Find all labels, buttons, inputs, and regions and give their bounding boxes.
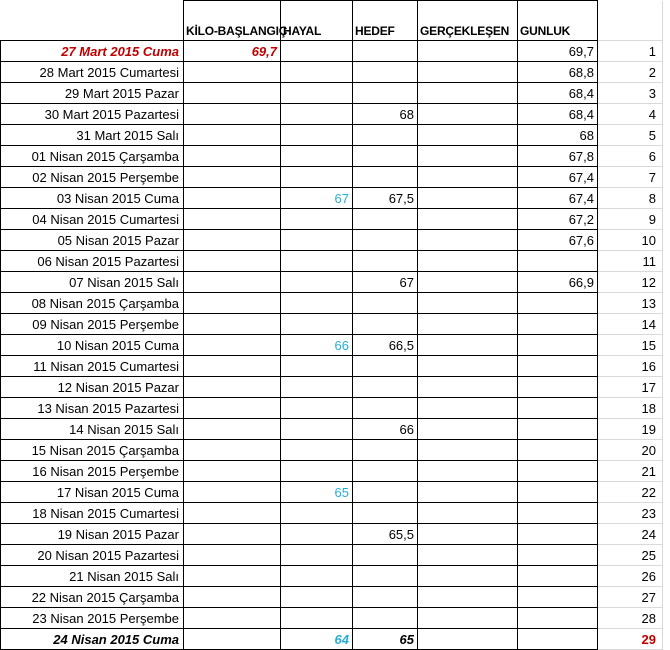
cell-gerceklesen[interactable]: [418, 272, 518, 293]
table-row: [1, 41, 670, 62]
cell-gerceklesen[interactable]: [418, 293, 518, 314]
cell-hayal[interactable]: [281, 272, 353, 293]
row-number-cell[interactable]: 29: [598, 629, 663, 650]
row-number-cell[interactable]: 2: [598, 62, 663, 83]
cell-kilo-baslangic[interactable]: [184, 566, 281, 587]
cell-gunluk[interactable]: [518, 293, 598, 314]
row-spacer: [663, 335, 670, 356]
cell-hayal[interactable]: [281, 356, 353, 377]
row-spacer: [663, 440, 670, 461]
cell-gerceklesen[interactable]: [418, 629, 518, 650]
cell-gerceklesen[interactable]: [418, 41, 518, 62]
cell-gunluk[interactable]: 68,4: [518, 83, 598, 104]
cell-date[interactable]: 15 Nisan 2015 Çarşamba: [1, 440, 184, 461]
table-row: [1, 356, 670, 377]
row-number-cell[interactable]: 15: [598, 335, 663, 356]
cell-date[interactable]: 28 Mart 2015 Cumartesi: [1, 62, 184, 83]
cell-kilo-baslangic[interactable]: [184, 230, 281, 251]
cell-gerceklesen[interactable]: [418, 524, 518, 545]
cell-hedef[interactable]: 67: [353, 272, 418, 293]
cell-gunluk[interactable]: 68: [518, 125, 598, 146]
cell-hedef[interactable]: 67,5: [353, 188, 418, 209]
header-hayal[interactable]: HAYAL: [281, 1, 353, 41]
table-row: [1, 377, 670, 398]
row-spacer: [663, 524, 670, 545]
cell-gunluk[interactable]: [518, 440, 598, 461]
table-row: [1, 461, 670, 482]
header-gerceklesen[interactable]: GERÇEKLEŞEN: [418, 1, 518, 41]
cell-gerceklesen[interactable]: [418, 440, 518, 461]
cell-hayal[interactable]: [281, 146, 353, 167]
cell-kilo-baslangic[interactable]: [184, 209, 281, 230]
cell-kilo-baslangic[interactable]: [184, 419, 281, 440]
cell-gerceklesen[interactable]: [418, 545, 518, 566]
table-row: [1, 566, 670, 587]
row-number-cell[interactable]: 9: [598, 209, 663, 230]
row-spacer: [663, 62, 670, 83]
cell-gunluk[interactable]: 68,8: [518, 62, 598, 83]
header-spacer: [663, 1, 670, 41]
cell-date[interactable]: 24 Nisan 2015 Cuma: [1, 629, 184, 650]
cell-gunluk[interactable]: [518, 314, 598, 335]
row-spacer: [663, 83, 670, 104]
cell-date[interactable]: 02 Nisan 2015 Perşembe: [1, 167, 184, 188]
cell-kilo-baslangic[interactable]: [184, 482, 281, 503]
table-row: [1, 209, 670, 230]
cell-hayal[interactable]: [281, 41, 353, 62]
cell-date[interactable]: 22 Nisan 2015 Çarşamba: [1, 587, 184, 608]
cell-gerceklesen[interactable]: [418, 104, 518, 125]
row-number-cell[interactable]: 20: [598, 440, 663, 461]
cell-hedef[interactable]: [353, 356, 418, 377]
row-spacer: [663, 482, 670, 503]
cell-gunluk[interactable]: [518, 566, 598, 587]
cell-gunluk[interactable]: [518, 608, 598, 629]
cell-kilo-baslangic[interactable]: [184, 251, 281, 272]
cell-hayal[interactable]: [281, 419, 353, 440]
cell-date[interactable]: 08 Nisan 2015 Çarşamba: [1, 293, 184, 314]
cell-hayal[interactable]: [281, 608, 353, 629]
cell-gunluk[interactable]: [518, 545, 598, 566]
row-number-cell[interactable]: 28: [598, 608, 663, 629]
cell-gerceklesen[interactable]: [418, 608, 518, 629]
cell-kilo-baslangic[interactable]: [184, 125, 281, 146]
cell-gerceklesen[interactable]: [418, 83, 518, 104]
cell-gerceklesen[interactable]: [418, 566, 518, 587]
cell-gerceklesen[interactable]: [418, 377, 518, 398]
table-row: [1, 398, 670, 419]
row-number-cell[interactable]: 19: [598, 419, 663, 440]
row-number-cell[interactable]: 22: [598, 482, 663, 503]
cell-kilo-baslangic[interactable]: [184, 608, 281, 629]
table-row: [1, 587, 670, 608]
cell-hedef[interactable]: [353, 566, 418, 587]
cell-gerceklesen[interactable]: [418, 335, 518, 356]
cell-date[interactable]: 11 Nisan 2015 Cumartesi: [1, 356, 184, 377]
cell-kilo-baslangic[interactable]: [184, 188, 281, 209]
cell-kilo-baslangic[interactable]: [184, 398, 281, 419]
table-row: [1, 125, 670, 146]
cell-gerceklesen[interactable]: [418, 419, 518, 440]
row-spacer: [663, 209, 670, 230]
cell-hedef[interactable]: [353, 146, 418, 167]
row-number-cell[interactable]: 16: [598, 356, 663, 377]
cell-gerceklesen[interactable]: [418, 167, 518, 188]
row-spacer: [663, 398, 670, 419]
row-number-cell[interactable]: 23: [598, 503, 663, 524]
cell-hedef[interactable]: [353, 167, 418, 188]
table-body: [1, 1, 670, 650]
cell-hedef[interactable]: [353, 377, 418, 398]
cell-gerceklesen[interactable]: [418, 398, 518, 419]
cell-kilo-baslangic[interactable]: [184, 62, 281, 83]
row-number-cell[interactable]: 26: [598, 566, 663, 587]
cell-gerceklesen[interactable]: [418, 125, 518, 146]
cell-kilo-baslangic[interactable]: 69,7: [184, 41, 281, 62]
cell-date[interactable]: 20 Nisan 2015 Pazartesi: [1, 545, 184, 566]
cell-hayal[interactable]: 67: [281, 188, 353, 209]
cell-date[interactable]: 03 Nisan 2015 Cuma: [1, 188, 184, 209]
cell-gunluk[interactable]: 67,4: [518, 167, 598, 188]
cell-date[interactable]: 29 Mart 2015 Pazar: [1, 83, 184, 104]
table-row: [1, 482, 670, 503]
cell-hedef[interactable]: 65: [353, 629, 418, 650]
cell-hayal[interactable]: [281, 461, 353, 482]
row-number-cell[interactable]: 10: [598, 230, 663, 251]
cell-date[interactable]: 06 Nisan 2015 Pazartesi: [1, 251, 184, 272]
table-row: [1, 293, 670, 314]
cell-hedef[interactable]: [353, 314, 418, 335]
row-number-cell[interactable]: 8: [598, 188, 663, 209]
header-hedef[interactable]: HEDEF: [353, 1, 418, 41]
cell-date[interactable]: 13 Nisan 2015 Pazartesi: [1, 398, 184, 419]
row-spacer: [663, 461, 670, 482]
cell-hayal[interactable]: [281, 503, 353, 524]
row-spacer: [663, 503, 670, 524]
cell-date[interactable]: 21 Nisan 2015 Salı: [1, 566, 184, 587]
cell-kilo-baslangic[interactable]: [184, 83, 281, 104]
row-number-cell[interactable]: 7: [598, 167, 663, 188]
row-spacer: [663, 272, 670, 293]
row-number-cell[interactable]: 11: [598, 251, 663, 272]
header-kilo-baslangic[interactable]: KİLO-BAŞLANGIÇ: [184, 1, 281, 41]
table-row: [1, 62, 670, 83]
table-row: [1, 272, 670, 293]
cell-gerceklesen[interactable]: [418, 230, 518, 251]
row-spacer: [663, 104, 670, 125]
cell-gerceklesen[interactable]: [418, 503, 518, 524]
row-number-cell[interactable]: 14: [598, 314, 663, 335]
row-spacer: [663, 356, 670, 377]
cell-hayal[interactable]: [281, 83, 353, 104]
table-row: [1, 545, 670, 566]
cell-hayal[interactable]: [281, 524, 353, 545]
cell-kilo-baslangic[interactable]: [184, 587, 281, 608]
table-row: [1, 230, 670, 251]
cell-date[interactable]: 04 Nisan 2015 Cumartesi: [1, 209, 184, 230]
cell-kilo-baslangic[interactable]: [184, 524, 281, 545]
row-spacer: [663, 587, 670, 608]
cell-gunluk[interactable]: [518, 629, 598, 650]
table-row: [1, 503, 670, 524]
row-spacer: [663, 629, 670, 650]
cell-hedef[interactable]: [353, 608, 418, 629]
row-number-cell[interactable]: 25: [598, 545, 663, 566]
cell-hedef[interactable]: 65,5: [353, 524, 418, 545]
cell-hayal[interactable]: [281, 293, 353, 314]
cell-kilo-baslangic[interactable]: [184, 461, 281, 482]
cell-hayal[interactable]: 65: [281, 482, 353, 503]
row-spacer: [663, 146, 670, 167]
cell-hayal[interactable]: 64: [281, 629, 353, 650]
cell-date[interactable]: 19 Nisan 2015 Pazar: [1, 524, 184, 545]
cell-kilo-baslangic[interactable]: [184, 545, 281, 566]
table-row: [1, 188, 670, 209]
row-spacer: [663, 608, 670, 629]
row-number-cell[interactable]: 27: [598, 587, 663, 608]
cell-kilo-baslangic[interactable]: [184, 293, 281, 314]
cell-hayal[interactable]: [281, 125, 353, 146]
row-number-cell[interactable]: 17: [598, 377, 663, 398]
cell-gerceklesen[interactable]: [418, 461, 518, 482]
cell-kilo-baslangic[interactable]: [184, 104, 281, 125]
row-number-cell[interactable]: 5: [598, 125, 663, 146]
cell-hedef[interactable]: [353, 230, 418, 251]
cell-hedef[interactable]: 66: [353, 419, 418, 440]
cell-gerceklesen[interactable]: [418, 62, 518, 83]
cell-gunluk[interactable]: 67,2: [518, 209, 598, 230]
cell-date[interactable]: 07 Nisan 2015 Salı: [1, 272, 184, 293]
cell-hayal[interactable]: [281, 230, 353, 251]
cell-kilo-baslangic[interactable]: [184, 272, 281, 293]
cell-hayal[interactable]: [281, 314, 353, 335]
table-row: [1, 629, 670, 650]
cell-hayal[interactable]: [281, 104, 353, 125]
cell-hedef[interactable]: [353, 482, 418, 503]
cell-gunluk[interactable]: [518, 587, 598, 608]
cell-date[interactable]: 23 Nisan 2015 Perşembe: [1, 608, 184, 629]
row-spacer: [663, 566, 670, 587]
cell-kilo-baslangic[interactable]: [184, 314, 281, 335]
row-spacer: [663, 167, 670, 188]
cell-gerceklesen[interactable]: [418, 188, 518, 209]
cell-gerceklesen[interactable]: [418, 482, 518, 503]
table-row: [1, 104, 670, 125]
cell-hayal[interactable]: [281, 545, 353, 566]
cell-hayal[interactable]: [281, 377, 353, 398]
cell-hayal[interactable]: [281, 167, 353, 188]
table-row: [1, 335, 670, 356]
row-number-cell[interactable]: 13: [598, 293, 663, 314]
cell-date[interactable]: 05 Nisan 2015 Pazar: [1, 230, 184, 251]
table-row: [1, 314, 670, 335]
cell-gunluk[interactable]: 66,9: [518, 272, 598, 293]
cell-hedef[interactable]: [353, 293, 418, 314]
cell-hedef[interactable]: [353, 587, 418, 608]
cell-date[interactable]: 17 Nisan 2015 Cuma: [1, 482, 184, 503]
table-row: [1, 167, 670, 188]
cell-gerceklesen[interactable]: [418, 146, 518, 167]
row-number-cell[interactable]: 24: [598, 524, 663, 545]
row-spacer: [663, 230, 670, 251]
cell-kilo-baslangic[interactable]: [184, 629, 281, 650]
row-spacer: [663, 251, 670, 272]
cell-hedef[interactable]: [353, 62, 418, 83]
cell-gunluk[interactable]: 69,7: [518, 41, 598, 62]
cell-date[interactable]: 27 Mart 2015 Cuma: [1, 41, 184, 62]
cell-date[interactable]: 18 Nisan 2015 Cumartesi: [1, 503, 184, 524]
cell-gunluk[interactable]: [518, 461, 598, 482]
row-spacer: [663, 377, 670, 398]
cell-gunluk[interactable]: 68,4: [518, 104, 598, 125]
row-spacer: [663, 419, 670, 440]
row-spacer: [663, 41, 670, 62]
row-spacer: [663, 293, 670, 314]
row-number-cell[interactable]: 21: [598, 461, 663, 482]
cell-gunluk[interactable]: [518, 482, 598, 503]
cell-hayal[interactable]: [281, 398, 353, 419]
cell-kilo-baslangic[interactable]: [184, 167, 281, 188]
cell-date[interactable]: 01 Nisan 2015 Çarşamba: [1, 146, 184, 167]
row-spacer: [663, 314, 670, 335]
row-spacer: [663, 545, 670, 566]
cell-hayal[interactable]: [281, 587, 353, 608]
cell-hayal[interactable]: 66: [281, 335, 353, 356]
row-spacer: [663, 125, 670, 146]
cell-kilo-baslangic[interactable]: [184, 377, 281, 398]
cell-hedef[interactable]: [353, 503, 418, 524]
cell-hayal[interactable]: [281, 251, 353, 272]
cell-hedef[interactable]: [353, 251, 418, 272]
cell-hedef[interactable]: [353, 209, 418, 230]
table-row: [1, 419, 670, 440]
table-row: [1, 440, 670, 461]
header-date[interactable]: [1, 1, 184, 41]
cell-gerceklesen[interactable]: [418, 356, 518, 377]
cell-gerceklesen[interactable]: [418, 587, 518, 608]
cell-kilo-baslangic[interactable]: [184, 356, 281, 377]
cell-date[interactable]: 16 Nisan 2015 Perşembe: [1, 461, 184, 482]
cell-gunluk[interactable]: [518, 377, 598, 398]
row-spacer: [663, 188, 670, 209]
cell-hayal[interactable]: [281, 62, 353, 83]
cell-gunluk[interactable]: [518, 503, 598, 524]
table-row: [1, 83, 670, 104]
cell-gunluk[interactable]: 67,6: [518, 230, 598, 251]
table-row: [1, 251, 670, 272]
table-row: [1, 524, 670, 545]
cell-hedef[interactable]: 68: [353, 104, 418, 125]
cell-hedef[interactable]: [353, 440, 418, 461]
cell-gunluk[interactable]: [518, 251, 598, 272]
header-row-number[interactable]: [598, 1, 663, 41]
cell-date[interactable]: 10 Nisan 2015 Cuma: [1, 335, 184, 356]
cell-date[interactable]: 14 Nisan 2015 Salı: [1, 419, 184, 440]
cell-gerceklesen[interactable]: [418, 314, 518, 335]
cell-hedef[interactable]: [353, 461, 418, 482]
row-number-cell[interactable]: 3: [598, 83, 663, 104]
cell-hedef[interactable]: [353, 83, 418, 104]
row-number-cell[interactable]: 12: [598, 272, 663, 293]
cell-date[interactable]: 12 Nisan 2015 Pazar: [1, 377, 184, 398]
cell-gunluk[interactable]: [518, 419, 598, 440]
cell-gerceklesen[interactable]: [418, 251, 518, 272]
cell-gerceklesen[interactable]: [418, 209, 518, 230]
table-row: [1, 608, 670, 629]
cell-hayal[interactable]: [281, 209, 353, 230]
cell-kilo-baslangic[interactable]: [184, 335, 281, 356]
cell-hedef[interactable]: [353, 398, 418, 419]
cell-gunluk[interactable]: [518, 398, 598, 419]
cell-gunluk[interactable]: 67,8: [518, 146, 598, 167]
cell-hedef[interactable]: [353, 545, 418, 566]
cell-gunluk[interactable]: [518, 335, 598, 356]
cell-hedef[interactable]: 66,5: [353, 335, 418, 356]
cell-gunluk[interactable]: [518, 524, 598, 545]
header-gunluk[interactable]: GUNLUK: [518, 1, 598, 41]
row-number-cell[interactable]: 4: [598, 104, 663, 125]
row-number-cell[interactable]: 18: [598, 398, 663, 419]
cell-gunluk[interactable]: 67,4: [518, 188, 598, 209]
cell-gunluk[interactable]: [518, 356, 598, 377]
table-row: [1, 146, 670, 167]
cell-hayal[interactable]: [281, 440, 353, 461]
cell-date[interactable]: 30 Mart 2015 Pazartesi: [1, 104, 184, 125]
cell-kilo-baslangic[interactable]: [184, 503, 281, 524]
row-number-cell[interactable]: 6: [598, 146, 663, 167]
cell-hayal[interactable]: [281, 566, 353, 587]
header-row: [1, 1, 670, 41]
row-number-cell[interactable]: 1: [598, 41, 663, 62]
cell-kilo-baslangic[interactable]: [184, 146, 281, 167]
cell-hedef[interactable]: [353, 125, 418, 146]
cell-hedef[interactable]: [353, 41, 418, 62]
cell-date[interactable]: 09 Nisan 2015 Perşembe: [1, 314, 184, 335]
cell-date[interactable]: 31 Mart 2015 Salı: [1, 125, 184, 146]
cell-kilo-baslangic[interactable]: [184, 440, 281, 461]
